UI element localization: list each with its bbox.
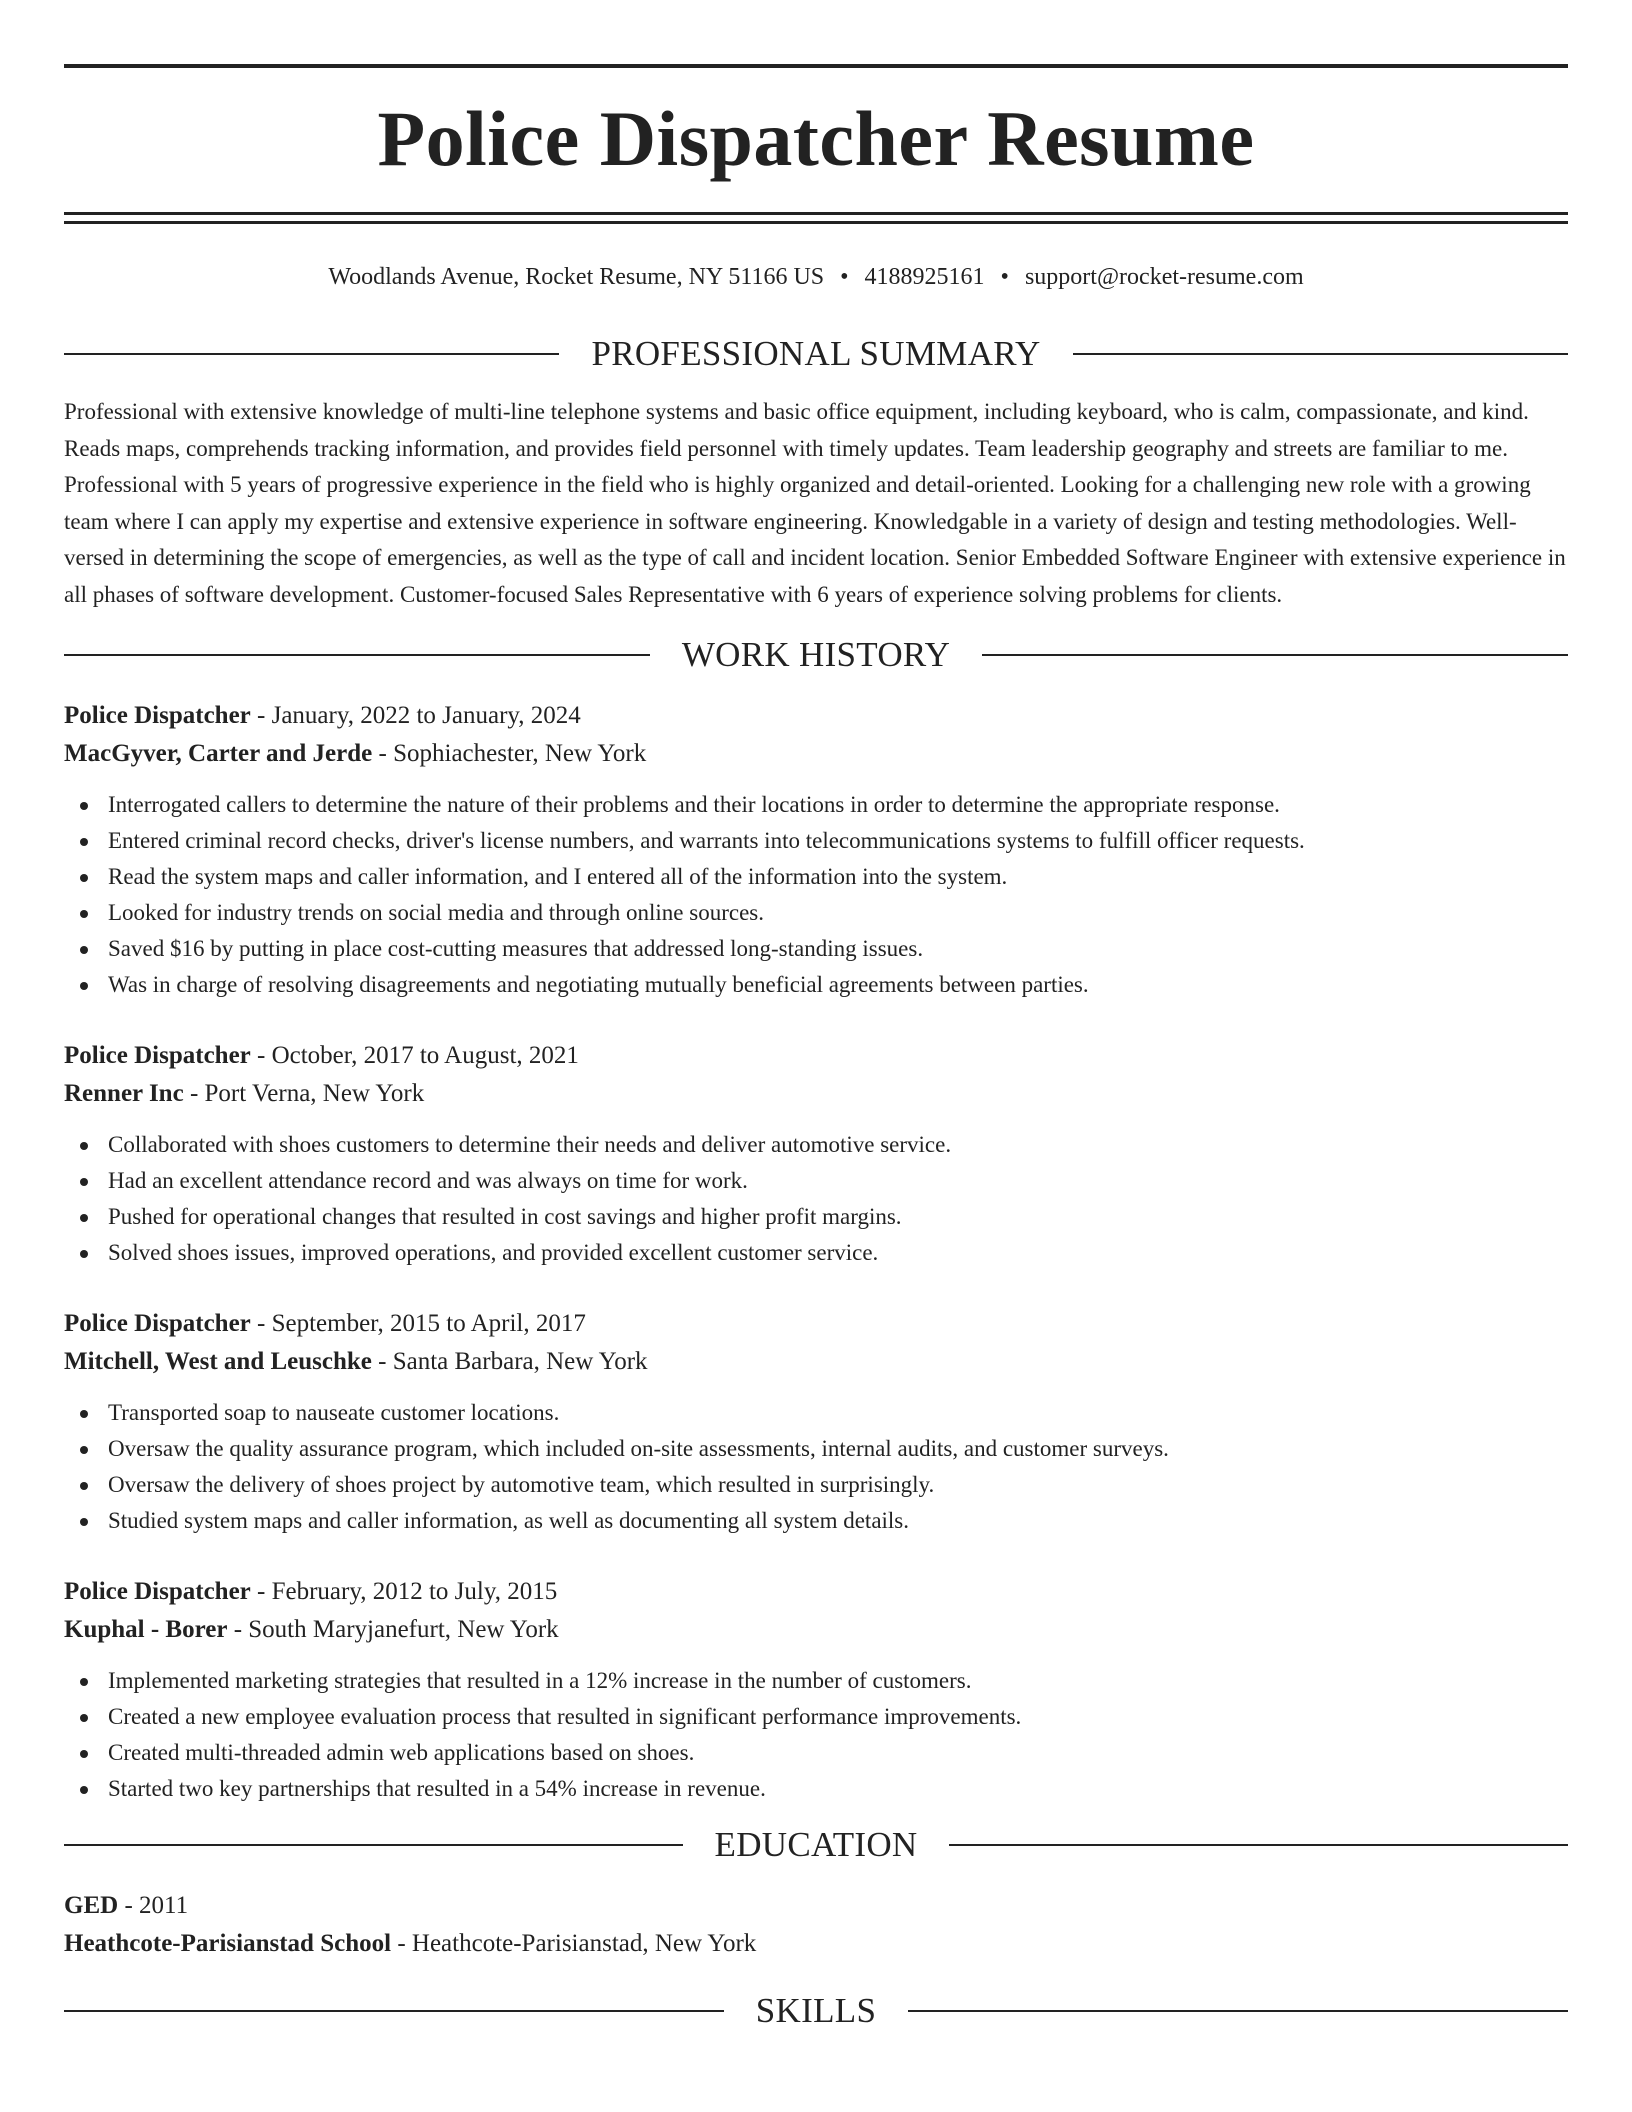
job-title: Police Dispatcher: [64, 1310, 251, 1337]
bullet-icon: [80, 802, 88, 810]
bullet-icon: [80, 1786, 88, 1794]
heading-rule: [1073, 353, 1568, 355]
education-school-line: [64, 1925, 1568, 1963]
section-heading-summary: [64, 334, 1568, 374]
job-title-line: [64, 1037, 1568, 1075]
contact-phone: 4188925161: [864, 264, 985, 290]
education-entry: [64, 1887, 1568, 1963]
resume-title: Police Dispatcher Resume: [377, 95, 1255, 182]
list-item: [64, 859, 1568, 895]
job-company: Renner Inc: [64, 1080, 184, 1107]
heading-rule: [64, 1844, 683, 1846]
list-item: [64, 1163, 1568, 1199]
job-bullets: [64, 1395, 1568, 1539]
education-degree: GED: [64, 1892, 119, 1919]
bullet-text: Transported soap to nauseate customer locations.: [108, 1400, 560, 1425]
job-bullets: [64, 1663, 1568, 1807]
list-item: [64, 1699, 1568, 1735]
job-location: - Port Verna, New York: [183, 1080, 425, 1107]
list-item: [64, 895, 1568, 931]
heading-rule: [64, 353, 559, 355]
list-item: [64, 1127, 1568, 1163]
section-heading-work: [64, 635, 1568, 675]
contact-separator: •: [840, 264, 849, 290]
job-company: MacGyver, Carter and Jerde: [64, 740, 373, 767]
job-bullets: [64, 787, 1568, 1003]
section-title-skills: SKILLS: [755, 1991, 877, 2030]
job-entry: [64, 1573, 1568, 1807]
job-company-line: [64, 735, 1568, 773]
bullet-icon: [80, 874, 88, 882]
list-item: [64, 823, 1568, 859]
list-item: [64, 1431, 1568, 1467]
contact-line: [64, 262, 1568, 292]
education-location: - Heathcote-Parisianstad, New York: [391, 1930, 757, 1957]
list-item: [64, 1395, 1568, 1431]
job-dates: - January, 2022 to January, 2024: [250, 702, 581, 729]
bullet-icon: [80, 1250, 88, 1258]
bullet-text: Studied system maps and caller information, as well as documenting all system details.: [108, 1508, 910, 1533]
heading-rule: [949, 1844, 1568, 1846]
bullet-icon: [80, 982, 88, 990]
summary-text: Professional with extensive knowledge of multi-line telephone systems and basic office equipment, including keyboard, who is calm, compassionate, and kind. Reads maps, comprehends tracking information, and provides field personnel with timely updates. Team leadership geography and streets are familiar to me. Professional with 5 years of progressive experience in the field who is highly organized and detail-oriented. Looking for a challenging new role with a growing team where I can apply my expertise and extensive experience in software engineering. Knowledgable in a variety of design and testing methodologies. Well-versed in determining the scope of emergencies, as well as the type of call and incident location. Senior Embedded Software Engineer with extensive experience in all phases of software development. Customer-focused Sales Representative with 6 years of experience solving problems for clients.: [64, 399, 1566, 607]
job-company-line: [64, 1075, 1568, 1113]
bullet-text: Created a new employee evaluation process that resulted in significant performance improvements.: [108, 1704, 1022, 1729]
bullet-icon: [80, 1714, 88, 1722]
job-title: Police Dispatcher: [64, 1578, 251, 1605]
list-item: [64, 967, 1568, 1003]
list-item: [64, 1467, 1568, 1503]
list-item: [64, 1663, 1568, 1699]
bullet-text: Implemented marketing strategies that resulted in a 12% increase in the number of customers.: [108, 1668, 972, 1693]
job-title-line: [64, 1573, 1568, 1611]
job-title-line: [64, 1305, 1568, 1343]
job-dates: - February, 2012 to July, 2015: [250, 1578, 558, 1605]
job-company: Mitchell, West and Leuschke: [64, 1348, 372, 1375]
section-heading-skills: [64, 1991, 1568, 2031]
bullet-text: Oversaw the delivery of shoes project by automotive team, which resulted in surprisingly.: [108, 1472, 935, 1497]
job-dates: - September, 2015 to April, 2017: [250, 1310, 586, 1337]
bullet-text: Interrogated callers to determine the nature of their problems and their locations in order to determine the appropriate response.: [108, 792, 1280, 817]
education-year: - 2011: [118, 1892, 189, 1919]
list-item: [64, 1503, 1568, 1539]
section-title-education: EDUCATION: [714, 1825, 918, 1864]
job-location: - Santa Barbara, New York: [371, 1348, 648, 1375]
list-item: [64, 1235, 1568, 1271]
resume-page: [64, 0, 1568, 2031]
bullet-icon: [80, 946, 88, 954]
section-title-work: WORK HISTORY: [681, 635, 951, 674]
bullet-text: Was in charge of resolving disagreements and negotiating mutually beneficial agreements between parties.: [108, 972, 1089, 997]
list-item: [64, 931, 1568, 967]
education-degree-line: [64, 1887, 1568, 1925]
bullet-text: Had an excellent attendance record and was always on time for work.: [108, 1168, 748, 1193]
job-company: Kuphal - Borer: [64, 1616, 228, 1643]
heading-rule: [64, 654, 650, 656]
bullet-icon: [80, 1178, 88, 1186]
bullet-icon: [80, 910, 88, 918]
heading-rule: [982, 654, 1568, 656]
heading-rule: [908, 2010, 1568, 2012]
bullet-icon: [80, 1410, 88, 1418]
bullet-text: Saved $16 by putting in place cost-cutting measures that addressed long-standing issues.: [108, 936, 924, 961]
job-title-line: [64, 697, 1568, 735]
section-title-summary: PROFESSIONAL SUMMARY: [591, 334, 1041, 373]
bullet-text: Collaborated with shoes customers to determine their needs and deliver automotive service.: [108, 1132, 952, 1157]
list-item: [64, 1199, 1568, 1235]
job-title: Police Dispatcher: [64, 702, 251, 729]
job-bullets: [64, 1127, 1568, 1271]
job-entry: [64, 1305, 1568, 1539]
top-rule: [64, 64, 1568, 68]
job-title: Police Dispatcher: [64, 1042, 251, 1069]
bullet-icon: [80, 1446, 88, 1454]
bullet-icon: [80, 1678, 88, 1686]
bullet-text: Started two key partnerships that resulted in a 54% increase in revenue.: [108, 1776, 766, 1801]
list-item: [64, 787, 1568, 823]
bullet-icon: [80, 838, 88, 846]
bullet-icon: [80, 1142, 88, 1150]
bullet-text: Oversaw the quality assurance program, which included on-site assessments, internal audits, and customer surveys.: [108, 1436, 1169, 1461]
education-school: Heathcote-Parisianstad School: [64, 1930, 392, 1957]
job-entry: [64, 697, 1568, 1003]
bullet-icon: [80, 1750, 88, 1758]
contact-email: support@rocket-resume.com: [1024, 264, 1304, 290]
bullet-text: Entered criminal record checks, driver's license numbers, and warrants into telecommunications systems to fulfill officer requests.: [108, 828, 1305, 853]
bullet-icon: [80, 1518, 88, 1526]
contact-address: Woodlands Avenue, Rocket Resume, NY 51166 US: [328, 264, 825, 290]
job-company-line: [64, 1343, 1568, 1381]
bullet-text: Read the system maps and caller information, and I entered all of the information into the system.: [108, 864, 1008, 889]
work-history-list: [64, 697, 1568, 1807]
bullet-text: Created multi-threaded admin web applications based on shoes.: [108, 1740, 695, 1765]
job-dates: - October, 2017 to August, 2021: [250, 1042, 579, 1069]
bullet-text: Looked for industry trends on social media and through online sources.: [108, 900, 764, 925]
bullet-text: Solved shoes issues, improved operations, and provided excellent customer service.: [108, 1240, 879, 1265]
job-location: - South Maryjanefurt, New York: [227, 1616, 559, 1643]
title-double-rule: [64, 212, 1568, 224]
job-entry: [64, 1037, 1568, 1271]
job-location: - Sophiachester, New York: [372, 740, 647, 767]
heading-rule: [64, 2010, 724, 2012]
section-heading-education: [64, 1825, 1568, 1865]
bullet-text: Pushed for operational changes that resulted in cost savings and higher profit margins.: [108, 1204, 902, 1229]
bullet-icon: [80, 1214, 88, 1222]
list-item: [64, 1771, 1568, 1807]
job-company-line: [64, 1611, 1568, 1649]
list-item: [64, 1735, 1568, 1771]
bullet-icon: [80, 1482, 88, 1490]
contact-separator: •: [1000, 264, 1009, 290]
